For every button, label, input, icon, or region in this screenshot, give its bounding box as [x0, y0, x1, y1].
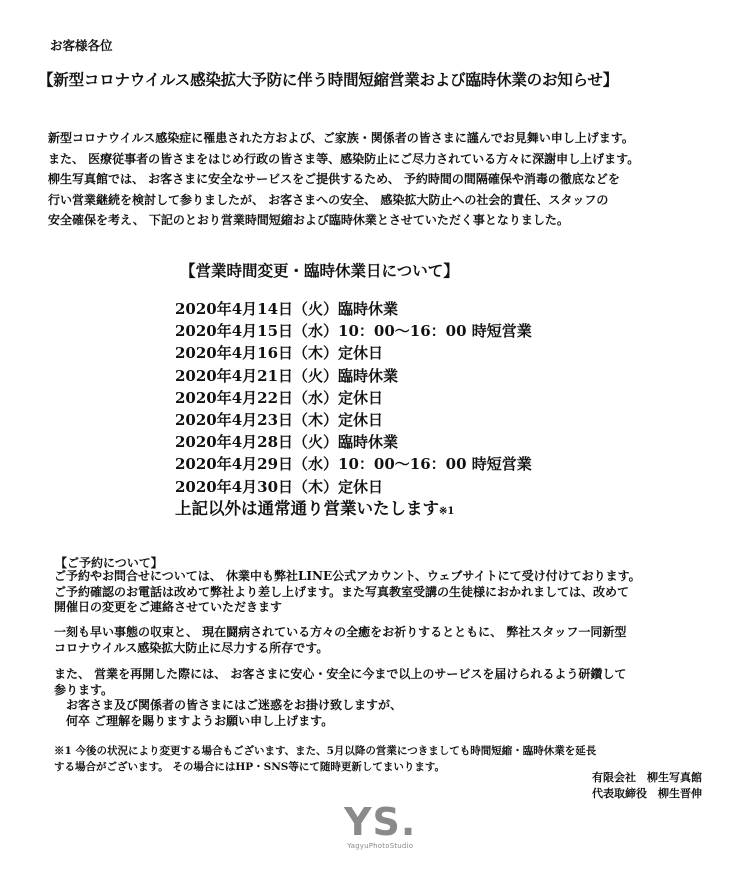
notice-title: 【新型コロナウイルス感染拡大予防に伴う時間短縮営業および臨時休業のお知らせ】 — [38, 70, 619, 89]
company-name: 有限会社 柳生写真館 — [592, 771, 702, 784]
intro-line: 安全確保を考え、 下記のとおり営業時間短縮および臨時休業とさせていただく事となりました。 — [48, 213, 569, 227]
closing-line: お客さま及び関係者の皆さまにはご迷惑をお掛け致しますが、 — [66, 698, 403, 713]
schedule-item: 2020年4月21日（火）臨時休業 — [175, 366, 399, 385]
reservation-heading: 【ご予約について】 — [55, 556, 163, 570]
schedule-footer — [175, 498, 532, 523]
schedule-item: 2020年4月28日（火）臨時休業 — [175, 433, 399, 452]
signature-block — [592, 770, 702, 801]
studio-logo — [344, 802, 416, 850]
reservation-line: ご予約やお問合せについては、 休業中も弊社LINE公式アカウント、ウェブサイトにて受け付けております。 — [54, 569, 641, 583]
schedule-item: 2020年4月29日（水）10：00～16：00 時短営業 — [175, 455, 532, 474]
schedule-heading: 【営業時間変更・臨時休業日について】 — [180, 261, 459, 280]
logo-subtitle: YagyuPhotoStudio — [347, 842, 414, 850]
closing-line: 参ります。 — [54, 682, 114, 697]
greeting: お客様各位 — [50, 38, 113, 53]
closing-line: また、 営業を再開した際には、 お客さまに安心・安全に今まで以上のサービスを届けられるよう研鑽して — [54, 667, 627, 681]
intro-line: 新型コロナウイルス感染症に罹患された方および、ご家族・関係者の皆さまに謹んでお見舞い申し上げます。 — [48, 131, 634, 145]
schedule-item: 2020年4月14日（火）臨時休業 — [175, 300, 399, 318]
intro-line: 柳生写真館では、 お客さまに安全なサービスをご提供するため、 予約時間の間隔確保や消毒の徹底などを — [48, 172, 620, 186]
schedule-item: 2020年4月30日（木）定休日 — [175, 477, 384, 496]
closing-line: 何卒 ご理解を賜りますようお願い申し上げます。 — [66, 713, 334, 728]
closing-paragraph — [54, 667, 626, 729]
logo-mark: YS. — [344, 800, 417, 844]
schedule-item: 2020年4月16日（木）定休日 — [175, 344, 384, 363]
schedule-list — [175, 298, 532, 523]
reservation-paragraph — [54, 569, 641, 616]
footnote-marker: ※1 — [439, 505, 455, 517]
representative-name: 代表取締役 柳生晋伸 — [592, 786, 702, 800]
schedule-item: 2020年4月23日（木）定休日 — [175, 411, 384, 430]
reservation-line: ご予約確認のお電話は改めて弊社より差し上げます。また写真教室受講の生徒様におかれましては、改めて — [54, 584, 630, 599]
intro-paragraph — [48, 128, 639, 231]
footnote-paragraph — [54, 744, 596, 775]
schedule-footer-text: 上記以外は通常通り営業いたします — [175, 498, 439, 518]
footnote-line: する場合がございます。 その場合にはHP・SNS等にて随時更新してまいります。 — [54, 760, 446, 773]
prayer-paragraph — [54, 625, 626, 656]
schedule-item: 2020年4月22日（水）定休日 — [175, 388, 384, 407]
footnote-line: ※1 今後の状況により変更する場合もございます、また、5月以降の営業につきましても時間短縮・臨時休業を延長 — [54, 745, 597, 757]
intro-line: また、 医療従事者の皆さまをはじめ行政の皆さま等、感染防止にご尽力されている方々に深謝申し上げます。 — [48, 151, 640, 166]
reservation-line: 開催日の変更をご連絡させていただきます — [54, 600, 283, 615]
intro-line: 行い営業継続を検討して参りましたが、 お客さまへの安全、 感染拡大防止への社会的責任、スタッフの — [48, 192, 609, 207]
schedule-item: 2020年4月15日（水）10：00～16：00 時短営業 — [175, 322, 532, 341]
prayer-line: コロナウイルス感染拡大防止に尽力する所存です。 — [54, 640, 329, 655]
prayer-line: 一刻も早い事態の収束と、 現在闘病されている方々の全癒をお祈りするとともに、 弊社スタッフ一同新型 — [54, 625, 627, 639]
